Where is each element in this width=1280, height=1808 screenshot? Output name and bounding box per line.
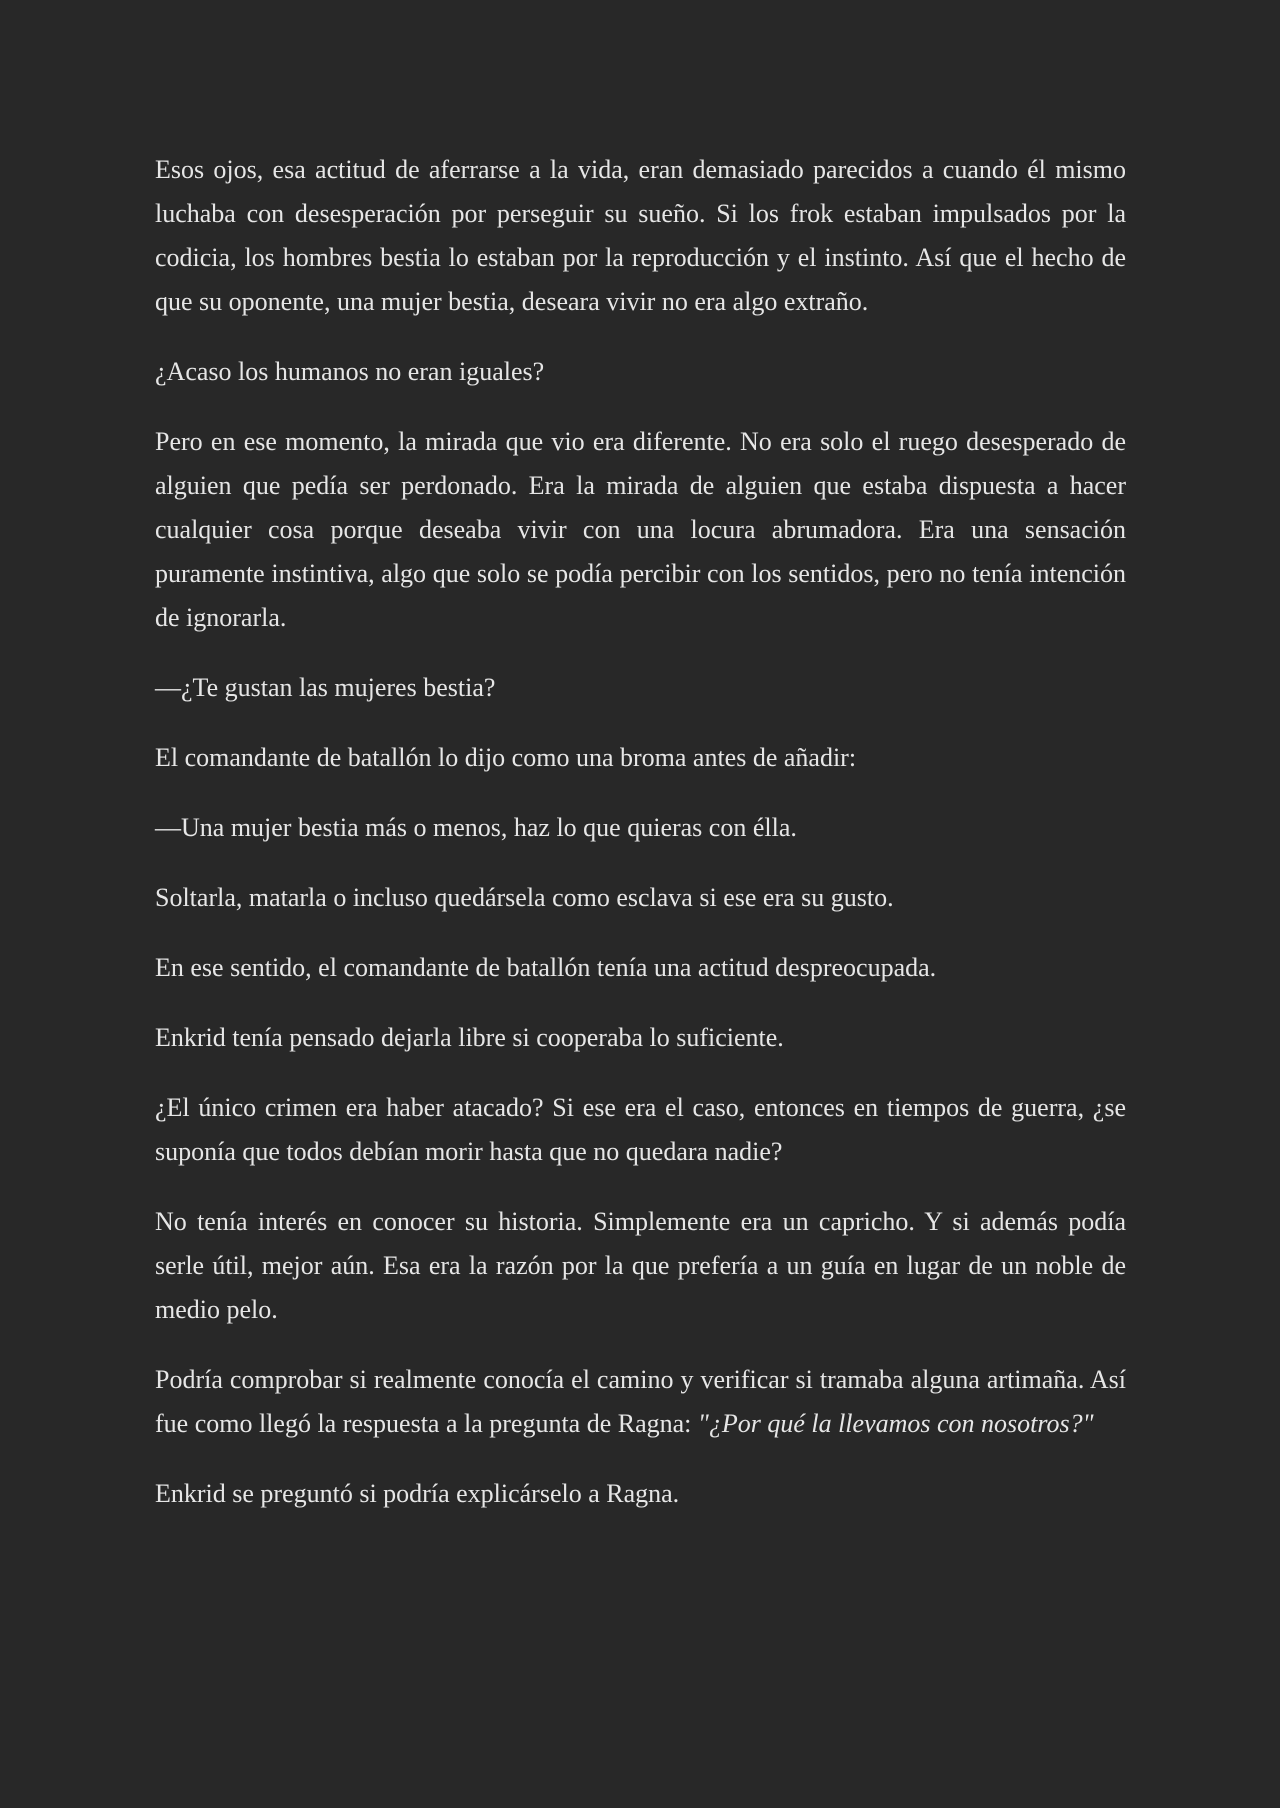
paragraph-3: Pero en ese momento, la mirada que vio era diferente. No era solo el ruego desesperado de alguien que pedía ser perdonado. Era la mirada de alguien que estaba dispuesta a hacer cualquier cosa porque deseaba vivir con una locura abrumadora. Era una sensación puramente instintiva, algo que solo se podía percibir con los sentidos, pero no tenía intención de ignorarla.	[155, 427, 1126, 632]
paragraph-6: —Una mujer bestia más o menos, haz lo que quieras con élla.	[155, 813, 797, 842]
paragraph-9: Enkrid tenía pensado dejarla libre si cooperaba lo suficiente.	[155, 1023, 784, 1052]
paragraph-13: Enkrid se preguntó si podría explicárselo a Ragna.	[155, 1479, 680, 1508]
paragraph-1: Esos ojos, esa actitud de aferrarse a la vida, eran demasiado parecidos a cuando él mismo luchaba con desesperación por perseguir su sueño. Si los frok estaban impulsados por la codicia, los hombres bestia lo estaban por la reproducción y el instinto. Así que el hecho de que su oponente, una mujer bestia, deseara vivir no era algo extraño.	[155, 155, 1126, 316]
paragraph-12-italic-quote: "¿Por qué la llevamos con nosotros?"	[697, 1409, 1094, 1438]
paragraph-12-text: Podría comprobar si realmente conocía el camino y verificar si tramaba alguna artimaña. Así fue como llegó la respuesta a la pregunta de Ragna:	[155, 1365, 1126, 1438]
paragraph-7: Soltarla, matarla o incluso quedársela como esclava si ese era su gusto.	[155, 883, 894, 912]
paragraph-4: —¿Te gustan las mujeres bestia?	[155, 673, 496, 702]
paragraph-12	[155, 1358, 1126, 1446]
paragraph-11: No tenía interés en conocer su historia. Simplemente era un capricho. Y si además podía serle útil, mejor aún. Esa era la razón por la que prefería a un guía en lugar de un noble de medio pelo.	[155, 1207, 1126, 1324]
paragraph-2: ¿Acaso los humanos no eran iguales?	[155, 357, 545, 386]
paragraph-8: En ese sentido, el comandante de batallón tenía una actitud despreocupada.	[155, 953, 937, 982]
paragraph-10: ¿El único crimen era haber atacado? Si ese era el caso, entonces en tiempos de guerra, ¿se suponía que todos debían morir hasta que no quedara nadie?	[155, 1093, 1126, 1166]
paragraph-5: El comandante de batallón lo dijo como una broma antes de añadir:	[155, 743, 857, 772]
